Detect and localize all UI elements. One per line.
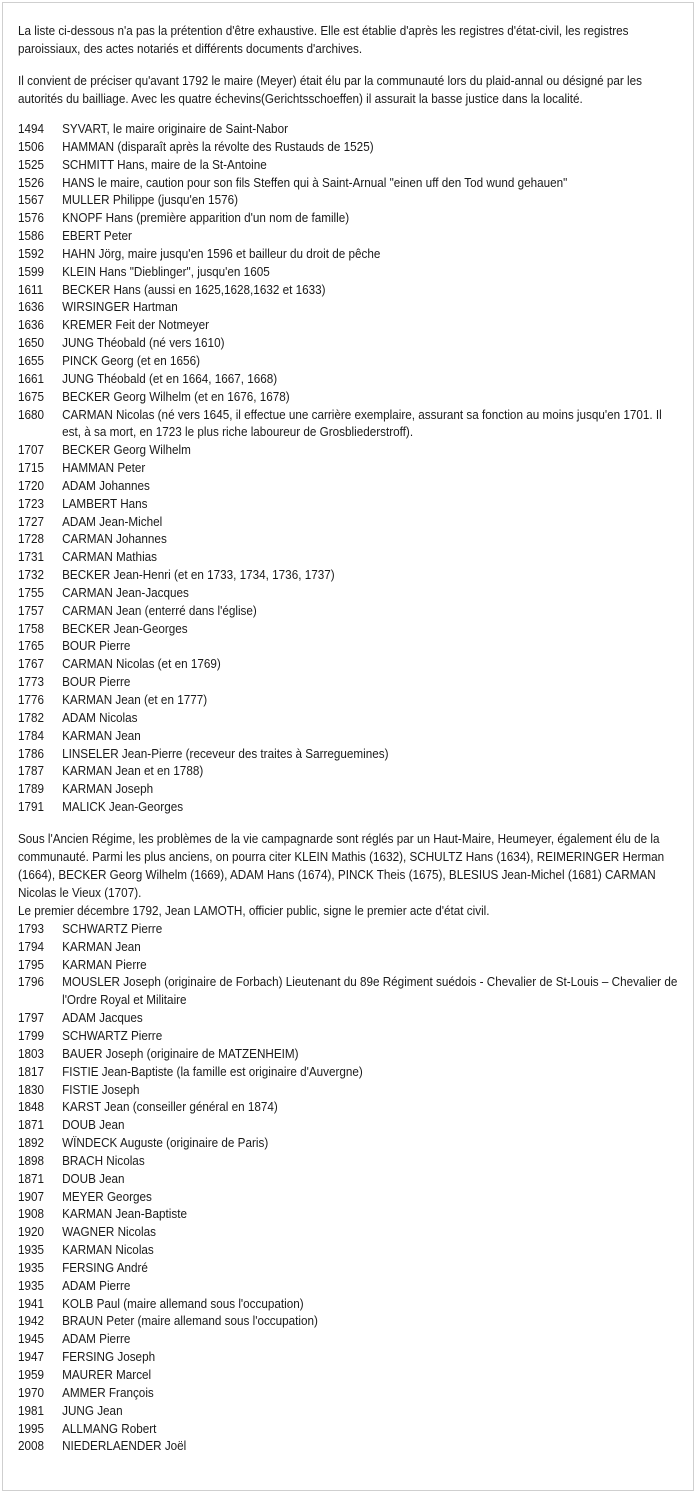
mayor-name: BRAUN Peter (maire allemand sous l'occupation) <box>62 1313 318 1329</box>
mayor-year: 1731 <box>18 549 45 565</box>
mayor-year: 1892 <box>18 1135 45 1151</box>
mayor-year: 1907 <box>18 1188 45 1204</box>
mayor-name: JUNG Jean <box>62 1402 123 1418</box>
mayor-year: 1758 <box>18 620 45 636</box>
mayor-year: 1599 <box>18 263 45 279</box>
mayor-year: 1797 <box>18 1010 45 1026</box>
list-item <box>18 263 682 281</box>
list-item <box>18 1098 682 1116</box>
mayor-year: 1728 <box>18 531 45 547</box>
mayor-year: 1757 <box>18 602 45 618</box>
mayor-year: 1898 <box>18 1152 45 1168</box>
list-item <box>18 1241 682 1259</box>
list-item <box>18 334 682 352</box>
mayor-name: ADAM Nicolas <box>62 709 138 725</box>
mayor-list-after-1792 <box>18 920 682 1455</box>
mayor-name: WIRSINGER Hartman <box>62 299 178 315</box>
mayor-year: 1784 <box>18 727 45 743</box>
list-item <box>18 1063 682 1081</box>
mayor-year: 1796 <box>18 974 45 990</box>
mayor-name: JUNG Théobald (né vers 1610) <box>62 335 225 351</box>
list-item <box>18 1116 682 1134</box>
list-item <box>18 727 682 745</box>
mayor-year: 1723 <box>18 495 45 511</box>
mayor-name: KARMAN Jean et en 1788) <box>62 763 204 779</box>
mayor-name: HAMMAN (disparaît après la révolte des Rustauds de 1525) <box>62 138 374 154</box>
list-item <box>18 138 682 156</box>
list-item <box>18 691 682 709</box>
list-item <box>18 1437 682 1455</box>
mayor-year: 1795 <box>18 956 45 972</box>
mayor-name: KNOPF Hans (première apparition d'un nom de famille) <box>62 210 350 226</box>
list-item <box>18 298 682 316</box>
mayor-year: 1720 <box>18 477 45 493</box>
list-item <box>18 513 682 531</box>
list-item <box>18 245 682 263</box>
list-item <box>18 316 682 334</box>
mayor-name: HAMMAN Peter <box>62 460 146 476</box>
mayor-name: BOUR Pierre <box>62 674 131 690</box>
mayor-year: 1675 <box>18 388 45 404</box>
mayor-year: 1791 <box>18 799 45 815</box>
list-item <box>18 1009 682 1027</box>
mayor-name: KLEIN Hans "Dieblinger", jusqu'en 1605 <box>62 263 270 279</box>
mayor-year: 1817 <box>18 1063 45 1079</box>
list-item <box>18 1045 682 1063</box>
mayor-name: CARMAN Nicolas (et en 1769) <box>62 656 221 672</box>
mayor-name: WAGNER Nicolas <box>62 1224 156 1240</box>
list-item <box>18 174 682 192</box>
list-item <box>18 459 682 477</box>
mayor-year: 1767 <box>18 656 45 672</box>
mayor-name: AMMER François <box>62 1384 154 1400</box>
mayor-year: 1935 <box>18 1242 45 1258</box>
list-item <box>18 156 682 174</box>
mayor-name: FISTIE Joseph <box>62 1081 140 1097</box>
mayor-name: KREMER Feit der Notmeyer <box>62 317 210 333</box>
list-item <box>18 745 682 763</box>
list-item <box>18 1134 682 1152</box>
mayor-year: 1871 <box>18 1117 45 1133</box>
mayor-year: 1935 <box>18 1277 45 1293</box>
mayor-name: LAMBERT Hans <box>62 495 148 511</box>
mayor-year: 1576 <box>18 210 45 226</box>
list-item <box>18 973 682 1009</box>
list-item <box>18 1330 682 1348</box>
mayor-name: WÏNDECK Auguste (originaire de Paris) <box>62 1135 269 1151</box>
list-item <box>18 920 682 938</box>
list-item <box>18 566 682 584</box>
list-item <box>18 495 682 513</box>
list-item <box>18 1081 682 1099</box>
list-item <box>18 281 682 299</box>
list-item <box>18 584 682 602</box>
list-item <box>18 956 682 974</box>
mayor-name: MAURER Marcel <box>62 1367 152 1382</box>
mayor-name: MALICK Jean-Georges <box>62 799 184 815</box>
mayor-name: DOUB Jean <box>62 1117 125 1133</box>
mayor-name: BECKER Jean-Henri (et en 1733, 1734, 1736, 1737) <box>62 567 335 583</box>
mayor-year: 1611 <box>18 281 44 297</box>
mayor-year: 1959 <box>18 1367 45 1382</box>
mayor-year: 1871 <box>18 1170 45 1186</box>
mayor-name: CARMAN Mathias <box>62 549 158 565</box>
mayor-name: MOUSLER Joseph (originaire de Forbach) Lieutenant du 89e Régiment suédois - Chevalier de St-Louis – Chevalier de l'Ordre Royal et Militaire <box>62 974 678 1008</box>
mayor-year: 1793 <box>18 920 45 936</box>
mayor-list-before-1792 <box>18 120 682 816</box>
list-item <box>18 798 682 816</box>
mayor-name: SCHWARTZ Pierre <box>62 920 163 936</box>
mayor-year: 2008 <box>18 1438 45 1454</box>
mayor-year: 1941 <box>18 1295 45 1311</box>
list-item <box>18 191 682 209</box>
list-item <box>18 780 682 798</box>
mayor-name: CARMAN Jean-Jacques <box>62 584 189 600</box>
mayor-name: KARMAN Nicolas <box>62 1242 154 1258</box>
list-item <box>18 1170 682 1188</box>
mayor-name: SCHMITT Hans, maire de la St-Antoine <box>62 156 267 172</box>
mayor-name: ADAM Johannes <box>62 477 150 493</box>
list-item <box>18 1384 682 1402</box>
mayor-name: KARMAN Jean <box>62 938 141 954</box>
list-item <box>18 655 682 673</box>
mayor-name: BAUER Joseph (originaire de MATZENHEIM) <box>62 1045 299 1061</box>
mayor-year: 1776 <box>18 692 45 707</box>
mayor-year: 1945 <box>18 1331 45 1347</box>
mayor-name: ADAM Jacques <box>62 1010 143 1026</box>
mayor-name: ADAM Pierre <box>62 1331 131 1347</box>
mayor-year: 1636 <box>18 317 45 333</box>
mayor-year: 1995 <box>18 1420 45 1436</box>
mayor-name: KARMAN Pierre <box>62 956 147 972</box>
mayor-name: KARMAN Jean <box>62 727 141 743</box>
list-item <box>18 477 682 495</box>
mayor-name: BRACH Nicolas <box>62 1152 145 1168</box>
list-item <box>18 602 682 620</box>
list-item <box>18 530 682 548</box>
mayor-name: LINSELER Jean-Pierre (receveur des traites à Sarreguemines) <box>62 745 389 761</box>
mayor-year: 1935 <box>18 1259 45 1275</box>
list-item <box>18 709 682 727</box>
mayor-year: 1727 <box>18 513 45 529</box>
mayor-year: 1908 <box>18 1206 45 1222</box>
list-item <box>18 548 682 566</box>
mayor-year: 1920 <box>18 1224 45 1240</box>
mayor-year: 1650 <box>18 335 45 351</box>
mayor-year: 1755 <box>18 584 45 600</box>
mayor-year: 1794 <box>18 938 45 954</box>
mayor-name: HAHN Jörg, maire jusqu'en 1596 et bailleur du droit de pêche <box>62 245 381 261</box>
mayor-name: HANS le maire, caution pour son fils Steffen qui à Saint-Arnual "einen uff den Tod wund gehauen" <box>62 174 568 190</box>
mayor-name: PINCK Georg (et en 1656) <box>62 352 200 368</box>
mayor-name: EBERT Peter <box>62 228 132 244</box>
mayor-name: KARMAN Joseph <box>62 781 154 797</box>
mayor-year: 1526 <box>18 174 45 190</box>
list-item <box>18 673 682 691</box>
list-item <box>18 1312 682 1330</box>
mayor-year: 1525 <box>18 156 45 172</box>
mayor-name: FERSING Joseph <box>62 1349 156 1365</box>
mayor-year: 1765 <box>18 638 45 654</box>
mayor-name: BOUR Pierre <box>62 638 131 654</box>
mayor-name: CARMAN Nicolas (né vers 1645, il effectue une carrière exemplaire, assurant sa fonction au moins jusqu'en 1701. Il est, à sa mort, en 1723 le plus riche laboureur de Grosbliederstroff). <box>62 406 662 440</box>
mayor-name: MULLER Philippe (jusqu'en 1576) <box>62 192 238 208</box>
mayor-year: 1715 <box>18 460 45 476</box>
intro-paragraph-1: La liste ci-dessous n'a pas la prétention d'être exhaustive. Elle est établie d'après les registres d'état-civil, les registres paroissiaux, des actes notariés et différents documents d'archives. <box>18 23 629 56</box>
mayor-year: 1970 <box>18 1384 45 1400</box>
list-item <box>18 209 682 227</box>
mayor-name: KARST Jean (conseiller général en 1874) <box>62 1099 278 1115</box>
list-item <box>18 938 682 956</box>
mayor-year: 1787 <box>18 763 45 779</box>
mayor-year: 1789 <box>18 781 45 797</box>
mayor-name: FISTIE Jean-Baptiste (la famille est originaire d'Auvergne) <box>62 1063 363 1079</box>
list-item <box>18 120 682 138</box>
list-item <box>18 1402 682 1420</box>
mayor-name: ADAM Pierre <box>62 1277 131 1293</box>
mayor-name: BECKER Georg Wilhelm (et en 1676, 1678) <box>62 388 290 404</box>
mayor-year: 1782 <box>18 709 45 725</box>
list-item <box>18 1205 682 1223</box>
mayor-name: KARMAN Jean (et en 1777) <box>62 692 208 707</box>
mayor-year: 1848 <box>18 1099 45 1115</box>
mayor-year: 1803 <box>18 1045 45 1061</box>
list-item <box>18 1223 682 1241</box>
mayor-year: 1942 <box>18 1313 45 1329</box>
mayor-name: SCHWARTZ Pierre <box>62 1027 163 1043</box>
mayor-year: 1947 <box>18 1349 45 1365</box>
mayor-name: CARMAN Johannes <box>62 531 167 547</box>
list-item <box>18 1420 682 1438</box>
mayor-year: 1786 <box>18 745 45 761</box>
document <box>18 22 678 1455</box>
mayor-year: 1707 <box>18 442 45 458</box>
list-item <box>18 1295 682 1313</box>
mayor-year: 1494 <box>18 121 45 136</box>
mayor-name: KOLB Paul (maire allemand sous l'occupation) <box>62 1295 304 1311</box>
mayor-name: CARMAN Jean (enterré dans l'église) <box>62 602 257 618</box>
list-item <box>18 620 682 638</box>
list-item <box>18 352 682 370</box>
mayor-year: 1680 <box>18 406 45 422</box>
mayor-name: MEYER Georges <box>62 1188 152 1204</box>
premier-acte-paragraph: Le premier décembre 1792, Jean LAMOTH, officier public, signe le premier acte d'état civil. <box>18 902 490 918</box>
mayor-year: 1981 <box>18 1402 45 1418</box>
mayor-year: 1592 <box>18 245 45 261</box>
list-item <box>18 441 682 459</box>
list-item <box>18 1366 682 1384</box>
list-item <box>18 637 682 655</box>
mayor-year: 1773 <box>18 674 45 690</box>
mayor-name: ALLMANG Robert <box>62 1420 157 1436</box>
list-item <box>18 1027 682 1045</box>
mayor-year: 1799 <box>18 1027 45 1043</box>
mayor-name: SYVART, le maire originaire de Saint-Nabor <box>62 121 288 136</box>
mayor-name: BECKER Georg Wilhelm <box>62 442 191 458</box>
mayor-name: ADAM Jean-Michel <box>62 513 163 529</box>
list-item <box>18 1259 682 1277</box>
mayor-year: 1661 <box>18 370 45 386</box>
intro-paragraph-2: Il convient de préciser qu'avant 1792 le maire (Meyer) était élu par la communauté lors du plaid-annal ou désigné par les autorités du bailliage. Avec les quatre échevins(Gerichtsschoeffen) il assurait la basse justice dans la localité. <box>18 73 642 106</box>
list-item <box>18 370 682 388</box>
mayor-year: 1636 <box>18 299 45 315</box>
list-item <box>18 762 682 780</box>
mayor-year: 1506 <box>18 138 45 154</box>
mayor-year: 1655 <box>18 352 45 368</box>
mayor-year: 1732 <box>18 567 45 583</box>
mayor-name: FERSING André <box>62 1259 148 1275</box>
list-item <box>18 406 682 442</box>
mayor-name: KARMAN Jean-Baptiste <box>62 1206 187 1222</box>
mayor-name: NIEDERLAENDER Joël <box>62 1438 187 1454</box>
mayor-year: 1830 <box>18 1081 45 1097</box>
list-item <box>18 227 682 245</box>
mayor-name: BECKER Hans (aussi en 1625,1628,1632 et 1633) <box>62 281 326 297</box>
mayor-year: 1586 <box>18 228 45 244</box>
list-item <box>18 1277 682 1295</box>
mayor-name: DOUB Jean <box>62 1170 125 1186</box>
list-item <box>18 388 682 406</box>
mayor-year: 1567 <box>18 192 45 208</box>
mayor-name: BECKER Jean-Georges <box>62 620 188 636</box>
mayor-name: JUNG Théobald (et en 1664, 1667, 1668) <box>62 370 278 386</box>
ancien-regime-paragraph: Sous l'Ancien Régime, les problèmes de la vie campagnarde sont réglés par un Haut-Maire, Heumeyer, également élu de la communauté. Parmi les plus anciens, on pourra citer KLEIN Mathis (1632), SCHULTZ Hans (1634), REIMERINGER Herman (1664), BECKER Georg Wilhelm (1669), ADAM Hans (1674), PINCK Theis (1675), BLESIUS Jean-Michel (1681) CARMAN Nicolas le Vieux (1707). <box>18 830 665 900</box>
list-item <box>18 1188 682 1206</box>
list-item <box>18 1348 682 1366</box>
list-item <box>18 1152 682 1170</box>
